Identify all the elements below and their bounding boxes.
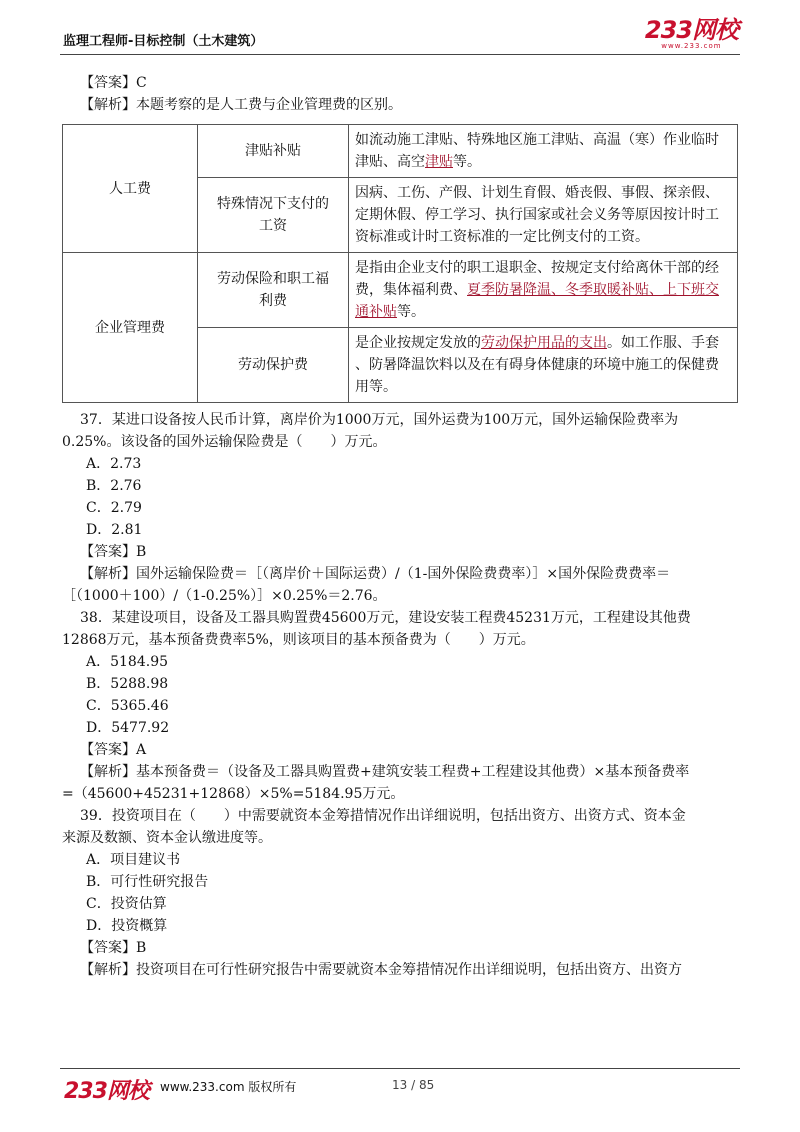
group-labor-cost: 人工费	[63, 125, 198, 253]
brand-logo	[645, 18, 738, 50]
desc-labor-protection: 是企业按规定发放的劳动保护用品的支出。如工作服、手套 、防暑降温饮料以及在有碍身体健康的环境中施工的保健费 用等。	[349, 328, 738, 403]
option: A．项目建议书	[86, 852, 181, 868]
comparison-table	[62, 124, 738, 403]
option: D．投资概算	[86, 918, 168, 934]
answer: 【答案】B	[80, 940, 147, 956]
item-allowance: 津贴补贴	[198, 125, 349, 178]
analysis: 【解析】基本预备费＝（设备及工器具购置费+建筑安装工程费+工程建设其他费）×基本预备费率	[80, 764, 690, 780]
desc-insurance-welfare: 是指由企业支付的职工退职金、按规定支付给离休干部的经 费，集体福利费、夏季防暑降温、冬季取暖补贴、上下班交 通补贴等。	[349, 253, 738, 328]
footer-copyright: www.233.com 版权所有	[160, 1080, 297, 1094]
item-insurance-welfare: 劳动保险和职工福 利费	[198, 253, 349, 328]
analysis: 【解析】国外运输保险费＝［（离岸价＋国际运费）/（1-国外保险费费率）］×国外保险费费率＝	[80, 566, 671, 582]
page-number: 13 / 85	[392, 1078, 435, 1092]
option: C．投资估算	[86, 896, 167, 912]
answer: 【答案】B	[80, 544, 147, 560]
option: A．2.73	[86, 456, 142, 472]
option: D．5477.92	[86, 720, 170, 736]
option: D．2.81	[86, 522, 143, 538]
footer-divider	[60, 1068, 740, 1069]
logo-text: 233网校	[644, 16, 738, 44]
option: B．可行性研究报告	[86, 874, 209, 890]
document-title: 监理工程师-目标控制（土木建筑）	[63, 34, 264, 49]
option: C．2.79	[86, 500, 142, 516]
option: C．5365.46	[86, 698, 169, 714]
table-row	[63, 125, 738, 178]
analysis: 【解析】投资项目在可行性研究报告中需要就资本金筹措情况作出详细说明，包括出资方、出资方	[80, 962, 682, 978]
question-stem: 0.25%。该设备的国外运输保险费是（ ）万元。	[62, 434, 387, 450]
question-39	[62, 805, 738, 981]
question-stem: 39．投资项目在（ ）中需要就资本金筹措情况作出详细说明，包括出资方、出资方式、资本金	[80, 808, 686, 824]
table-row	[63, 253, 738, 328]
footer-logo: 233网校	[64, 1079, 149, 1104]
page-content	[62, 72, 738, 981]
option: B．2.76	[86, 478, 142, 494]
logo-url: www.233.com	[661, 42, 722, 50]
desc-special-wage: 因病、工伤、产假、计划生育假、婚丧假、事假、探亲假、 定期休假、停工学习、执行国家或社会义务等原因按计时工 资标准或计时工资标准的一定比例支付的工资。	[349, 178, 738, 253]
header-divider	[60, 54, 740, 55]
item-labor-protection: 劳动保护费	[198, 328, 349, 403]
desc-allowance: 如流动施工津贴、特殊地区施工津贴、高温（寒）作业临时 津贴、高空津贴等。	[349, 125, 738, 178]
option: B．5288.98	[86, 676, 169, 692]
question-37	[62, 409, 738, 607]
intro-analysis: 【解析】本题考察的是人工费与企业管理费的区别。	[80, 97, 402, 113]
intro-answer: 【答案】C	[80, 75, 147, 91]
option: A．5184.95	[86, 654, 169, 670]
analysis: =（45600+45231+12868）×5%=5184.95万元。	[62, 786, 405, 802]
group-management-fee: 企业管理费	[63, 253, 198, 403]
question-stem: 来源及数额、资本金认缴进度等。	[62, 830, 272, 846]
question-stem: 38．某建设项目，设备及工器具购置费45600万元，建设安装工程费45231万元，工程建设其他费	[80, 610, 691, 626]
analysis: ［（1000＋100）/（1-0.25%）］×0.25%＝2.76。	[62, 588, 387, 604]
question-stem: 37．某进口设备按人民币计算，离岸价为1000万元，国外运费为100万元，国外运输保险费率为	[80, 412, 679, 428]
question-stem: 12868万元，基本预备费费率5%，则该项目的基本预备费为（ ）万元。	[62, 632, 535, 648]
question-38	[62, 607, 738, 805]
answer: 【答案】A	[80, 742, 147, 758]
item-special-wage: 特殊情况下支付的 工资	[198, 178, 349, 253]
